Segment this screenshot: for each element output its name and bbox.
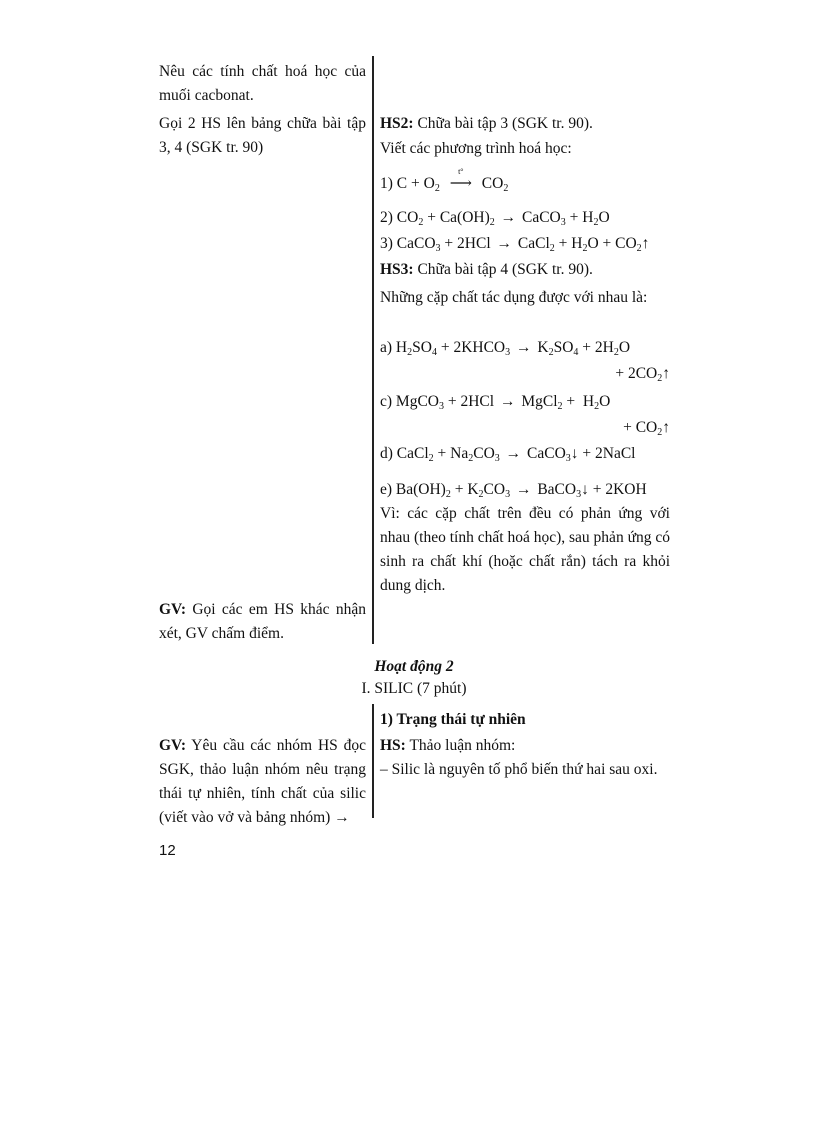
explanation: Vì: các cặp chất trên đều có phản ứng với nhau (theo tính chất hoá học), sau phản ứng có sinh ra chất khí (hoặc chất rắn) tách ra khỏi dung dịch. (380, 505, 670, 594)
left-assignment: Gọi 2 HS lên bảng chữa bài tập 3, 4 (SGK tr. 90) (159, 115, 366, 156)
left-teacher-note (159, 598, 366, 646)
precipitate-arrow: ↓ (581, 481, 589, 498)
teacher-instruction (159, 734, 366, 830)
hs3-label: HS3: (380, 261, 414, 278)
hs2-label: HS2: (380, 115, 414, 132)
column-divider-bottom (372, 704, 374, 818)
activity-subtitle: I. SILIC (7 phút) (361, 680, 467, 697)
equation-1: 1) $C + O_2$ t° ⟶ $CO_2$ (380, 172, 670, 196)
page-number: 12 (159, 842, 176, 859)
pairs-intro: Những cặp chất tác dụng được với nhau là: (380, 289, 648, 306)
hs3-text: Chữa bài tập 4 (SGK tr. 90). (413, 261, 593, 278)
equation-c: c) MgCO$_3$ + 2HCl → MgCl$_2$ + $H_2O$ (380, 393, 611, 412)
hs-discussion (380, 734, 670, 758)
natural-state-heading: 1) Trạng thái tự nhiên (380, 711, 526, 728)
precipitate-arrow: ↓ (570, 445, 579, 462)
silicon-fact: – Silic là nguyên tố phổ biến thứ hai sau oxi. (380, 761, 658, 778)
gv-text: Gọi các em HS khác nhận xét, GV chấm điểm. (159, 601, 366, 642)
hs2-line (380, 112, 670, 136)
heat-symbol: t° (458, 167, 464, 176)
activity-title: Hoạt động 2 (374, 658, 454, 675)
gv-instruction-text: Yêu cầu các nhóm HS đọc SGK, thảo luận nhóm nêu trạng thái tự nhiên, tính chất của silic (viết vào vở và bảng nhóm) → (159, 737, 366, 826)
hs-label: HS: (380, 737, 406, 754)
gas-up-arrow: ↑ (662, 419, 670, 436)
heat-arrow: t° ⟶ (450, 172, 472, 196)
equation-3: 3) CaCO$_3$ + 2HCl → CaCl$_2$ + $H_2O$ + $CO_2↑$ (380, 235, 650, 254)
column-divider-top (372, 56, 374, 644)
write-equations-line: Viết các phương trình hoá học: (380, 140, 572, 157)
gv-label: GV: (159, 737, 186, 754)
hs2-text: Chữa bài tập 3 (SGK tr. 90). (413, 115, 593, 132)
equation-a-cont: + $2CO_2↑$ (615, 365, 670, 384)
hs-discussion-text: Thảo luận nhóm: (405, 737, 516, 754)
equation-d: d) CaCl$_2$ + $Na_2CO_3$ → CaCO$_3$↓ + 2NaCl (380, 445, 636, 464)
equation-e: e) $Ba(OH)_2 + K_2CO_3$ → BaCO$_3$↓ + 2KOH (380, 481, 647, 500)
equation-a: a) $H_2SO_4$ + $2KHCO_3 \to K_2SO_4 + 2H_2O$ (380, 339, 631, 358)
gas-up-arrow: ↑ (662, 365, 670, 382)
hs3-line (380, 258, 670, 282)
equation-c-cont: + $CO_2↑$ (623, 419, 670, 438)
left-question: Nêu các tính chất hoá học của muối cacbonat. (159, 63, 366, 104)
gv-label: GV: (159, 601, 186, 618)
gas-up-arrow: ↑ (641, 235, 650, 252)
equation-2: 2) $CO_2 + Ca(OH)_2$ → CaCO$_3$ + $H_2O$ (380, 209, 610, 228)
